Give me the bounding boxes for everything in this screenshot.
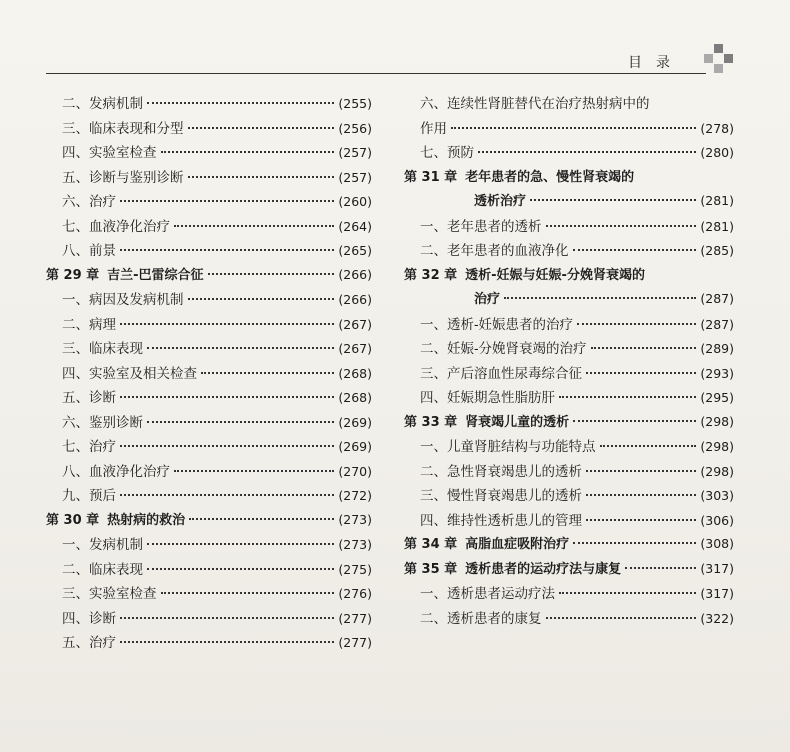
- section-title: 三、产后溶血性尿毒综合征: [420, 365, 582, 382]
- page-number: (272): [338, 488, 372, 503]
- section-title: 二、病理: [62, 316, 116, 333]
- dot-leader: [530, 199, 696, 201]
- toc-entry-continuation[interactable]: [404, 190, 734, 215]
- dot-leader: [161, 151, 335, 153]
- section-title: 六、鉴别诊断: [62, 414, 143, 431]
- page-number: (287): [700, 316, 734, 332]
- dot-leader: [147, 421, 334, 423]
- toc-section-entry[interactable]: [46, 435, 372, 460]
- toc-chapter-entry[interactable]: [46, 509, 372, 534]
- page-number: (308): [700, 536, 734, 551]
- page-number: (293): [700, 365, 734, 381]
- dot-leader: [586, 372, 696, 374]
- page-number: (298): [700, 463, 734, 479]
- section-title: 三、临床表现和分型: [62, 120, 184, 137]
- toc-chapter-entry[interactable]: [404, 264, 734, 289]
- page-number: (257): [338, 169, 372, 185]
- section-title: 七、治疗: [62, 439, 116, 455]
- section-title: 六、治疗: [62, 194, 116, 210]
- page-number: (322): [700, 610, 734, 626]
- section-title: 四、实验室及相关检查: [62, 365, 197, 382]
- toc-section-entry[interactable]: [46, 190, 372, 215]
- toc-section-entry[interactable]: [404, 484, 734, 509]
- dot-leader: [120, 249, 334, 251]
- chapter-number: 第 29 章: [46, 267, 100, 283]
- chapter-number: 第 30 章: [46, 512, 100, 528]
- toc-chapter-entry[interactable]: [46, 264, 372, 289]
- toc-entry-continuation[interactable]: [404, 288, 734, 313]
- page-number: (278): [700, 120, 734, 136]
- page-number: (269): [338, 439, 372, 454]
- chapter-title-continuation: 治疗: [474, 292, 501, 307]
- toc-section-entry[interactable]: [46, 411, 372, 436]
- dot-leader: [577, 323, 696, 325]
- chapter-title: 肾衰竭儿童的透析: [465, 414, 570, 430]
- dot-leader: [120, 323, 334, 325]
- dot-leader: [120, 396, 334, 398]
- toc-section-entry[interactable]: [404, 239, 734, 264]
- section-title: 八、前景: [62, 243, 116, 259]
- dot-leader: [147, 102, 334, 104]
- toc-section-entry[interactable]: [46, 607, 372, 632]
- section-title: 二、老年患者的血液净化: [420, 243, 569, 259]
- dot-leader: [573, 542, 696, 544]
- chapter-title-continuation: 透析治疗: [474, 194, 527, 209]
- dot-leader: [586, 494, 696, 496]
- toc-section-entry[interactable]: [46, 484, 372, 509]
- dot-leader: [120, 641, 334, 643]
- section-title: 二、发病机制: [62, 96, 143, 112]
- page-number: (267): [338, 341, 372, 356]
- page-number: (276): [338, 586, 372, 601]
- section-title: 二、妊娠-分娩肾衰竭的治疗: [420, 341, 587, 357]
- section-title: 五、治疗: [62, 635, 116, 651]
- dot-leader: [573, 249, 697, 251]
- page-number: (267): [338, 316, 372, 332]
- section-title: 九、预后: [62, 488, 116, 504]
- page-number: (264): [338, 218, 372, 234]
- page-number: (281): [700, 193, 734, 208]
- section-title: 八、血液净化治疗: [62, 463, 170, 480]
- toc-section-entry[interactable]: [46, 533, 372, 558]
- dot-leader: [188, 298, 335, 300]
- dot-leader: [591, 347, 697, 349]
- page-number: (287): [700, 291, 734, 306]
- page-number: (273): [338, 511, 372, 527]
- toc-section-entry[interactable]: [404, 460, 734, 485]
- page-header: [46, 50, 706, 74]
- toc-section-entry[interactable]: [404, 362, 734, 387]
- dot-leader: [478, 151, 696, 153]
- page-number: (270): [338, 463, 372, 479]
- dot-leader: [174, 225, 334, 227]
- toc-section-entry[interactable]: [404, 215, 734, 240]
- page-number: (317): [700, 560, 734, 576]
- page-number: (268): [338, 390, 372, 405]
- section-title: 三、实验室检查: [62, 586, 157, 602]
- toc-section-entry[interactable]: [46, 460, 372, 485]
- toc-section-entry[interactable]: [404, 582, 734, 607]
- chapter-number: 第 35 章: [404, 561, 458, 577]
- dot-leader: [586, 470, 696, 472]
- toc-section-entry[interactable]: [46, 117, 372, 142]
- dot-leader: [625, 567, 696, 569]
- section-title: 二、临床表现: [62, 561, 143, 578]
- toc-section-entry[interactable]: [404, 607, 734, 632]
- chapter-title: 老年患者的急、慢性肾衰竭的: [465, 169, 635, 185]
- chapter-number: 第 34 章: [404, 537, 458, 552]
- dot-leader: [188, 176, 335, 178]
- toc-section-entry[interactable]: [46, 215, 372, 240]
- toc-section-entry[interactable]: [46, 288, 372, 313]
- dot-leader: [451, 127, 696, 129]
- page-number: (266): [338, 292, 372, 307]
- header-title: 目录: [628, 55, 684, 71]
- section-title: 三、慢性肾衰竭患儿的透析: [420, 488, 582, 504]
- section-title: 二、急性肾衰竭患儿的透析: [420, 463, 582, 480]
- toc-section-entry[interactable]: [404, 92, 734, 117]
- section-title: 一、发病机制: [62, 537, 143, 553]
- toc-section-entry[interactable]: [46, 362, 372, 387]
- chapter-number: 第 33 章: [404, 414, 458, 430]
- toc-column-left: [46, 92, 372, 656]
- toc-chapter-entry[interactable]: [404, 166, 734, 191]
- dot-leader: [600, 445, 697, 447]
- page-number: (280): [700, 145, 734, 160]
- chapter-title: 透析患者的运动疗法与康复: [465, 561, 622, 577]
- toc-section-entry[interactable]: [46, 92, 372, 117]
- dot-leader: [161, 592, 335, 594]
- section-title: 二、透析患者的康复: [420, 610, 542, 627]
- toc-section-entry[interactable]: [46, 141, 372, 166]
- header-rule: [46, 73, 706, 74]
- page-number: (317): [700, 586, 734, 601]
- section-title: 七、血液净化治疗: [62, 218, 170, 235]
- page-number: (289): [700, 341, 734, 356]
- chapter-number: 第 31 章: [404, 169, 458, 185]
- toc-section-entry[interactable]: [404, 337, 734, 362]
- section-title: 五、诊断: [62, 390, 116, 406]
- chapter-number: 第 32 章: [404, 267, 458, 283]
- dot-leader: [147, 568, 334, 570]
- page-number: (268): [338, 365, 372, 381]
- dot-leader: [147, 347, 334, 349]
- section-title: 一、老年患者的透析: [420, 218, 542, 235]
- dot-leader: [120, 445, 334, 447]
- dot-leader: [546, 617, 697, 619]
- page-number: (265): [338, 243, 372, 258]
- section-title: 四、妊娠期急性脂肪肝: [420, 390, 555, 406]
- toc-chapter-entry[interactable]: [404, 533, 734, 558]
- toc-section-entry[interactable]: [404, 141, 734, 166]
- chapter-title: 高脂血症吸附治疗: [465, 537, 570, 552]
- dot-leader: [188, 127, 335, 129]
- page-number: (266): [338, 266, 372, 282]
- dot-leader: [208, 273, 335, 275]
- toc-section-entry[interactable]: [404, 313, 734, 338]
- toc-column-right: [404, 92, 734, 631]
- chapter-title: 热射病的救治: [107, 512, 186, 528]
- section-title: 四、诊断: [62, 610, 116, 627]
- page-number: (256): [338, 120, 372, 136]
- section-title: 六、连续性肾脏替代在治疗热射病中的: [420, 96, 650, 112]
- section-title: 一、透析患者运动疗法: [420, 586, 555, 602]
- section-title: 三、临床表现: [62, 341, 143, 357]
- section-title: 五、诊断与鉴别诊断: [62, 169, 184, 186]
- dot-leader: [147, 543, 334, 545]
- toc-section-entry[interactable]: [46, 313, 372, 338]
- section-title: 四、维持性透析患儿的管理: [420, 512, 582, 529]
- page-number: (298): [700, 439, 734, 454]
- section-title: 一、儿童肾脏结构与功能特点: [420, 439, 596, 455]
- dot-leader: [189, 518, 334, 520]
- dot-leader: [586, 519, 696, 521]
- toc-section-entry[interactable]: [46, 558, 372, 583]
- toc-section-entry[interactable]: [46, 166, 372, 191]
- toc-entry-continuation[interactable]: [404, 117, 734, 142]
- section-title: 七、预防: [420, 145, 474, 161]
- dot-leader: [174, 470, 334, 472]
- toc-section-entry[interactable]: [404, 386, 734, 411]
- toc-section-entry[interactable]: [404, 435, 734, 460]
- page-number: (277): [338, 610, 372, 626]
- dot-leader: [504, 297, 696, 299]
- page-number: (298): [700, 413, 734, 429]
- toc-section-entry[interactable]: [46, 631, 372, 656]
- corner-square-mark: [704, 44, 734, 74]
- toc-section-entry[interactable]: [404, 509, 734, 534]
- dot-leader: [546, 225, 697, 227]
- page-number: (257): [338, 145, 372, 160]
- page-number: (295): [700, 390, 734, 405]
- page-number: (285): [700, 243, 734, 258]
- section-title: 四、实验室检查: [62, 145, 157, 161]
- page-number: (281): [700, 218, 734, 234]
- page-number: (273): [338, 537, 372, 552]
- section-title: 一、透析-妊娠患者的治疗: [420, 316, 574, 333]
- toc-chapter-entry[interactable]: [404, 411, 734, 436]
- page-number: (306): [700, 512, 734, 528]
- dot-leader: [573, 420, 696, 422]
- page-number: (277): [338, 635, 372, 650]
- chapter-title: 吉兰-巴雷综合征: [107, 267, 204, 283]
- page-number: (269): [338, 414, 372, 430]
- dot-leader: [559, 592, 696, 594]
- toc-section-entry[interactable]: [46, 239, 372, 264]
- toc-section-entry[interactable]: [46, 337, 372, 362]
- chapter-title: 透析-妊娠与妊娠-分娩肾衰竭的: [465, 267, 645, 283]
- section-title: 一、病因及发病机制: [62, 292, 184, 308]
- dot-leader: [120, 617, 334, 619]
- page-number: (275): [338, 561, 372, 577]
- dot-leader: [120, 494, 334, 496]
- toc-section-entry[interactable]: [46, 386, 372, 411]
- section-title-continuation: 作用: [420, 120, 447, 137]
- dot-leader: [120, 200, 334, 202]
- toc-section-entry[interactable]: [46, 582, 372, 607]
- page-number: (303): [700, 488, 734, 503]
- dot-leader: [201, 372, 334, 374]
- dot-leader: [559, 396, 696, 398]
- page-number: (255): [338, 96, 372, 111]
- toc-chapter-entry[interactable]: [404, 558, 734, 583]
- page-number: (260): [338, 194, 372, 209]
